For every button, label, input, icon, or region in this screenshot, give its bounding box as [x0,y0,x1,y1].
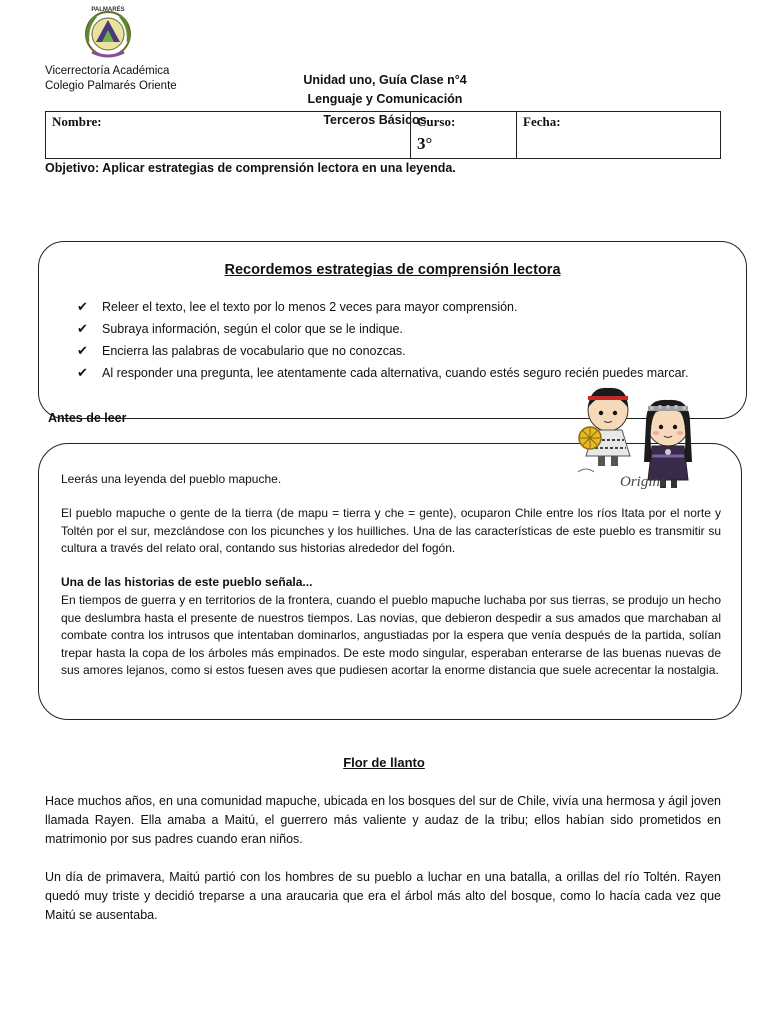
intro-lead: Leerás una leyenda del pueblo mapuche. [61,472,282,486]
strategies-list [77,296,737,384]
course-cell[interactable] [411,112,517,158]
guide-title: Unidad uno, Guía Clase n°4 Lenguaje y Comunicación Terceros Básicos [303,73,467,127]
story-paragraph-2: Un día de primavera, Maitú partió con los hombres de su pueblo a luchar en una batalla, a orillas del río Toltén. Rayen quedó muy triste y decidió treparse a una araucaria que era el árbol más alto del bosque, como lo hacía cada vez que Maitú se ausentaba. [45,870,721,922]
course-label: Curso: [417,114,456,129]
check-icon: ✔ [77,365,88,380]
mapuche-children-illustration [576,382,710,496]
student-info-table [45,111,721,159]
institution-name: Vicerrectoría Académica Colegio Palmarés Oriente [45,65,177,92]
school-logo [78,2,138,62]
story-paragraph-1: Hace muchos años, en una comunidad mapuche, ubicada en los bosques del sur de Chile, vivía una hermosa y ágil joven llamada Rayen. Ella amaba a Maitú, el guerrero más valiente y audaz de la tribu; ellos habían sido prometidos en matrimonio por sus padres cuando eran niños. [45,794,721,846]
list-item: ✔ Releer el texto, lee el texto por lo menos 2 veces para mayor comprensión. [77,296,737,318]
history-title: Una de las historias de este pueblo señala... [61,575,313,589]
strategies-title: Recordemos estrategias de comprensión lectora [224,262,561,278]
check-icon: ✔ [77,321,88,336]
check-icon: ✔ [77,343,88,358]
name-cell[interactable] [46,112,411,158]
check-icon: ✔ [77,299,88,314]
before-reading-label: Antes de leer [48,411,127,425]
svg-text:PALMARÉS: PALMARÉS [91,7,125,13]
objective-text: Objetivo: Aplicar estrategias de comprensión lectora en una leyenda. [45,161,456,175]
date-label: Fecha: [523,114,561,129]
list-item: ✔ Encierra las palabras de vocabulario que no conozcas. [77,340,737,362]
date-cell[interactable] [517,112,720,158]
list-item: ✔ Al responder una pregunta, lee atentamente cada alternativa, cuando estés seguro recién puedes marcar. [77,362,737,384]
story-title: Flor de llanto [343,755,425,770]
name-label: Nombre: [52,114,102,129]
course-value: 3° [417,134,433,153]
intro-paragraph-2: En tiempos de guerra y en territorios de la frontera, cuando el pueblo mapuche luchaba por sus tierras, se produjo un hecho que deslumbra hasta el presente de nuestros tiempos. Las novias, que debieron despedir a sus amados que marchaban al combate contra los intrusos que intentaban dominarlos, angustiadas por la espera que venía después de la partida, solían trepar hasta la copa de los árboles más empinados. De este modo singular, esperaban enterarse de las buenas nuevas de sus amores lejanos, como si estos fuesen aves que pudiesen acortar la enorme distancia que suele acrecentar la nostalgia. [61,593,721,677]
illustration-caption: Origins [620,474,666,490]
intro-paragraph-1: El pueblo mapuche o gente de la tierra (de mapu = tierra y che = gente), ocuparon Chile entre los ríos Itata por el norte y Toltén por el sur, mezclándose con los picunches y los huilliches. Una de las características de este pueblo es transmitir su cultura a través del relato oral, contando sus historias alrededor del fogón. [61,506,721,555]
list-item: ✔ Subraya información, según el color que se le indique. [77,318,737,340]
